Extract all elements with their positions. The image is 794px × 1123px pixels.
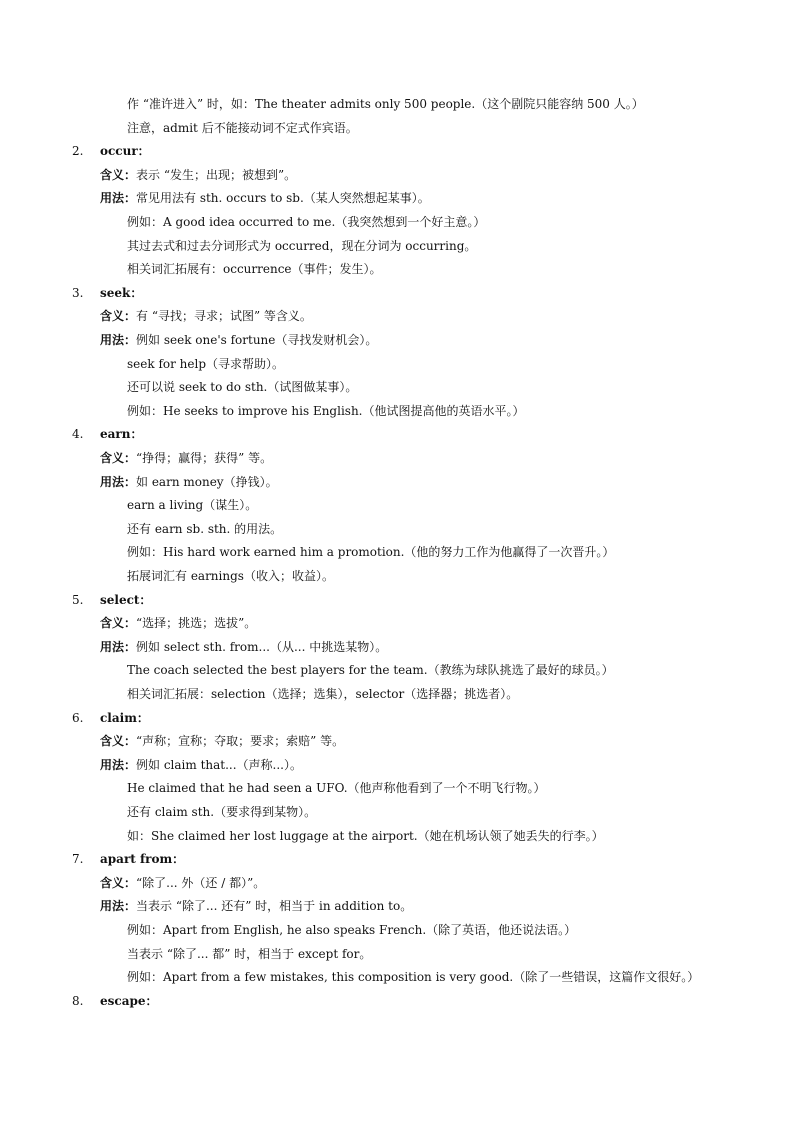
meaning-label: 含义： xyxy=(100,309,137,323)
meaning-line xyxy=(100,450,272,466)
usage-label: 用法： xyxy=(100,191,137,205)
entry-number: 6. xyxy=(72,711,84,725)
meaning-text: “除了... 外（还 / 都）”。 xyxy=(136,876,266,890)
usage-label: 用法： xyxy=(100,333,137,347)
detail-line: 拓展词汇有 earnings（收入；收益）。 xyxy=(127,569,334,583)
meaning-line xyxy=(100,615,256,631)
meaning-text: “声称；宣称；夺取；要求；索赔” 等。 xyxy=(136,734,345,748)
meaning-line xyxy=(100,733,344,749)
detail-line: 还可以说 seek to do sth.（试图做某事）。 xyxy=(127,380,358,394)
detail-line: 例如：He seeks to improve his English.（他试图提高他的英语水平。） xyxy=(127,404,525,418)
usage-line xyxy=(100,898,412,914)
detail-line: 例如：His hard work earned him a promotion.（他的努力工作为他赢得了一次晋升。） xyxy=(127,545,615,559)
detail-line: 还有 earn sb. sth. 的用法。 xyxy=(127,522,283,536)
entry-number: 4. xyxy=(72,427,84,441)
entry-term: seek： xyxy=(100,286,143,300)
continuation-line: 注意，admit 后不能接动词不定式作宾语。 xyxy=(127,121,358,135)
usage-text: 例如 claim that...（声称...）。 xyxy=(136,758,302,772)
usage-line xyxy=(100,332,377,348)
entry-number: 7. xyxy=(72,852,84,866)
entry-term: occur： xyxy=(100,144,150,158)
entry-term: claim： xyxy=(100,711,149,725)
usage-text: 例如 seek one's fortune（寻找发财机会）。 xyxy=(136,333,378,347)
usage-text: 当表示 “除了... 还有” 时，相当于 in addition to。 xyxy=(136,899,413,913)
detail-line: 相关词汇拓展：selection（选择；选集），selector（选择器；挑选者）。 xyxy=(127,687,519,701)
entry-number: 3. xyxy=(72,286,84,300)
meaning-label: 含义： xyxy=(100,876,137,890)
usage-text: 例如 select sth. from...（从... 中挑选某物）。 xyxy=(136,640,388,654)
meaning-line xyxy=(100,308,312,324)
detail-line: The coach selected the best players for the team.（教练为球队挑选了最好的球员。） xyxy=(127,663,614,677)
detail-line: 当表示 “除了... 都” 时，相当于 except for。 xyxy=(127,947,372,961)
usage-line xyxy=(100,190,430,206)
detail-line: 例如：A good idea occurred to me.（我突然想到一个好主意。） xyxy=(127,215,486,229)
meaning-label: 含义： xyxy=(100,168,137,182)
detail-line: 例如：Apart from English, he also speaks French.（除了英语，他还说法语。） xyxy=(127,923,577,937)
detail-line: 其过去式和过去分词形式为 occurred，现在分词为 occurring。 xyxy=(127,239,477,253)
meaning-line xyxy=(100,167,296,183)
meaning-text: “挣得；赢得；获得” 等。 xyxy=(136,451,273,465)
usage-line xyxy=(100,474,278,490)
meaning-text: “选择；挑选；选拔”。 xyxy=(136,616,257,630)
detail-line: seek for help（寻求帮助）。 xyxy=(127,357,285,371)
meaning-label: 含义： xyxy=(100,451,137,465)
entry-number: 8. xyxy=(72,994,84,1008)
continuation-line: 作 “准许进入” 时，如：The theater admits only 500 people.（这个剧院只能容纳 500 人。） xyxy=(127,97,644,111)
meaning-line xyxy=(100,875,265,891)
usage-label: 用法： xyxy=(100,640,137,654)
entry-number: 5. xyxy=(72,593,84,607)
meaning-text: 有 “寻找；寻求；试图” 等含义。 xyxy=(136,309,312,323)
usage-label: 用法： xyxy=(100,475,137,489)
meaning-label: 含义： xyxy=(100,616,137,630)
usage-text: 常见用法有 sth. occurs to sb.（某人突然想起某事）。 xyxy=(136,191,430,205)
detail-line: 还有 claim sth.（要求得到某物）。 xyxy=(127,805,317,819)
entry-term: apart from： xyxy=(100,852,185,866)
entry-term: select： xyxy=(100,593,152,607)
detail-line: 如：She claimed her lost luggage at the airport.（她在机场认领了她丢失的行李。） xyxy=(127,829,604,843)
usage-label: 用法： xyxy=(100,758,137,772)
usage-label: 用法： xyxy=(100,899,137,913)
entry-term: escape： xyxy=(100,994,158,1008)
entry-number: 2. xyxy=(72,144,84,158)
usage-line xyxy=(100,757,302,773)
detail-line: He claimed that he had seen a UFO.（他声称他看到了一个不明飞行物。） xyxy=(127,781,546,795)
entry-term: earn： xyxy=(100,427,143,441)
meaning-text: 表示 “发生；出现；被想到”。 xyxy=(136,168,297,182)
detail-line: 相关词汇拓展有：occurrence（事件；发生）。 xyxy=(127,262,382,276)
meaning-label: 含义： xyxy=(100,734,137,748)
detail-line: 例如：Apart from a few mistakes, this composition is very good.（除了一些错误，这篇作文很好。） xyxy=(127,970,700,984)
detail-line: earn a living（谋生）。 xyxy=(127,498,258,512)
usage-line xyxy=(100,639,387,655)
usage-text: 如 earn money（挣钱）。 xyxy=(136,475,278,489)
